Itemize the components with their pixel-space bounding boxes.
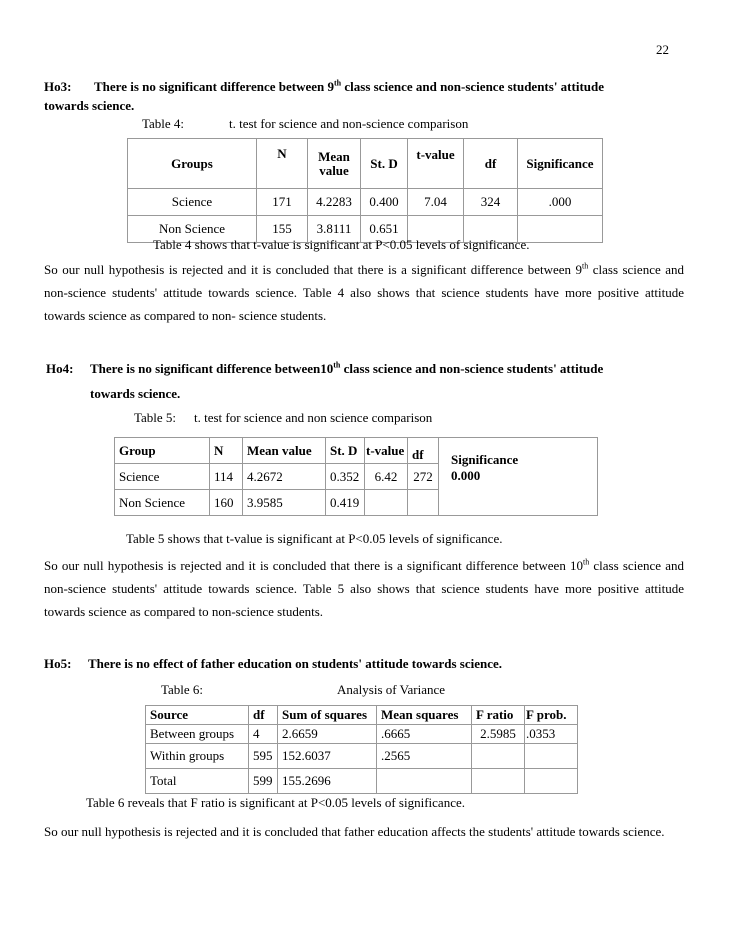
table6-header-cell: Mean squares — [377, 706, 472, 725]
table4-header-cell: df — [464, 139, 518, 189]
table6 — [145, 705, 578, 794]
table-cell: 595 — [249, 744, 278, 769]
table6-header-cell: F prob. — [525, 706, 578, 725]
table5-caption-text: t. test for science and non science comparison — [194, 410, 433, 425]
table-cell — [518, 216, 603, 243]
table-cell: Science — [115, 464, 210, 490]
table6-paragraph: So our null hypothesis is rejected and it is concluded that father education affects the students' attitude towards science. — [44, 824, 665, 839]
table-cell — [472, 744, 525, 769]
ho5-title: There is no effect of father education on students' attitude towards science. — [88, 656, 503, 671]
table4-header-cell: N — [257, 139, 308, 189]
table-cell: 3.9585 — [243, 490, 326, 516]
table-row — [146, 725, 578, 744]
table5-header-cell: Group — [115, 438, 210, 464]
table-cell: .6665 — [377, 725, 472, 744]
table5-header-cell: t-value — [365, 438, 408, 464]
ho3-title: There is no significant difference between 9th class science and non-science students' attitude — [94, 78, 605, 94]
table4-caption-label: Table 4: — [142, 116, 185, 131]
table5-header-cell: Significance — [451, 452, 519, 467]
table-cell: Within groups — [146, 744, 249, 769]
table-cell: 2.6659 — [278, 725, 377, 744]
table-cell: 3.8111 — [308, 216, 361, 243]
table4-header-cell: Mean value — [308, 139, 361, 189]
table5-header-cell: df — [408, 438, 439, 464]
table-cell: .000 — [518, 189, 603, 216]
table-cell: 171 — [257, 189, 308, 216]
ho4-title: There is no significant difference between10th class science and non-science students' attitude — [90, 360, 604, 376]
table6-header-cell: df — [249, 706, 278, 725]
table-cell: 0.000 — [451, 468, 481, 483]
table5 — [114, 437, 598, 516]
table6-header-row — [146, 706, 578, 725]
table5-header-cell: N — [210, 438, 243, 464]
ho3-title-line2: towards science. — [44, 98, 135, 113]
table6-header-cell: F ratio — [472, 706, 525, 725]
ho4-label: Ho4: — [46, 361, 74, 376]
table5-caption-label: Table 5: — [134, 410, 177, 425]
table5-paragraph: So our null hypothesis is rejected and it is concluded that there is a significant difference between 10th class science and non-science students' attitude towards science. Table 5 also shows that science students have more positive attitude towards science as compared to non-science students. — [44, 557, 684, 619]
table-cell: 155.2696 — [278, 769, 377, 794]
table-cell: 324 — [464, 189, 518, 216]
table4-note: Table 4 shows that t-value is significant at P<0.05 levels of significance. — [153, 237, 530, 252]
table-cell: 0.651 — [361, 216, 408, 243]
table6-caption-text: Analysis of Variance — [337, 682, 446, 697]
table6-header-cell: Sum of squares — [278, 706, 377, 725]
ho4-title-line2: towards science. — [90, 386, 181, 401]
table5-significance-cell — [439, 438, 598, 516]
table-cell: 4.2672 — [243, 464, 326, 490]
table5-header-row — [115, 438, 598, 464]
table-cell: 152.6037 — [278, 744, 377, 769]
table-cell: 7.04 — [408, 189, 464, 216]
table-cell: Science — [128, 189, 257, 216]
table6-caption-label: Table 6: — [161, 682, 204, 697]
table-cell: 0.352 — [326, 464, 365, 490]
table-cell: Non Science — [128, 216, 257, 243]
table-cell — [525, 769, 578, 794]
table5-header-cell: St. D — [326, 438, 365, 464]
table-cell — [472, 769, 525, 794]
table-row — [146, 744, 578, 769]
table-cell: 272 — [408, 464, 439, 490]
table4-header-cell: Significance — [518, 139, 603, 189]
table-cell — [525, 744, 578, 769]
table4 — [127, 138, 603, 243]
table-row — [128, 189, 603, 216]
table-cell: 2.5985 — [472, 725, 525, 744]
table-cell: Between groups — [146, 725, 249, 744]
table-cell: 0.419 — [326, 490, 365, 516]
table-cell: 114 — [210, 464, 243, 490]
table-cell: 155 — [257, 216, 308, 243]
table5-note: Table 5 shows that t-value is significant at P<0.05 levels of significance. — [126, 531, 503, 546]
table4-header-cell: Groups — [128, 139, 257, 189]
table4-header-cell: t-value — [408, 139, 464, 189]
table-cell: .2565 — [377, 744, 472, 769]
table-cell: 599 — [249, 769, 278, 794]
table4-paragraph: So our null hypothesis is rejected and it is concluded that there is a significant difference between 9th class science and non-science students' attitude towards science. Table 4 also shows that science students have more positive attitude towards science as compared to non- science students. — [44, 261, 684, 323]
table6-header-cell: Source — [146, 706, 249, 725]
ho5-label: Ho5: — [44, 656, 72, 671]
table6-note: Table 6 reveals that F ratio is significant at P<0.05 levels of significance. — [86, 795, 465, 810]
table4-header-row — [128, 139, 603, 189]
table-row — [146, 769, 578, 794]
table-cell: 6.42 — [365, 464, 408, 490]
table-cell: Non Science — [115, 490, 210, 516]
ho3-label: Ho3: — [44, 79, 72, 94]
page-number: 22 — [656, 42, 669, 57]
table-cell: 160 — [210, 490, 243, 516]
table-cell — [365, 490, 408, 516]
table4-header-cell: St. D — [361, 139, 408, 189]
table4-caption-text: t. test for science and non-science comparison — [229, 116, 469, 131]
table-cell: 0.400 — [361, 189, 408, 216]
table-cell: .0353 — [525, 725, 578, 744]
table-cell: 4 — [249, 725, 278, 744]
table5-header-cell: Mean value — [243, 438, 326, 464]
table-cell: Total — [146, 769, 249, 794]
table-cell: 4.2283 — [308, 189, 361, 216]
table-cell — [377, 769, 472, 794]
table-cell — [408, 490, 439, 516]
